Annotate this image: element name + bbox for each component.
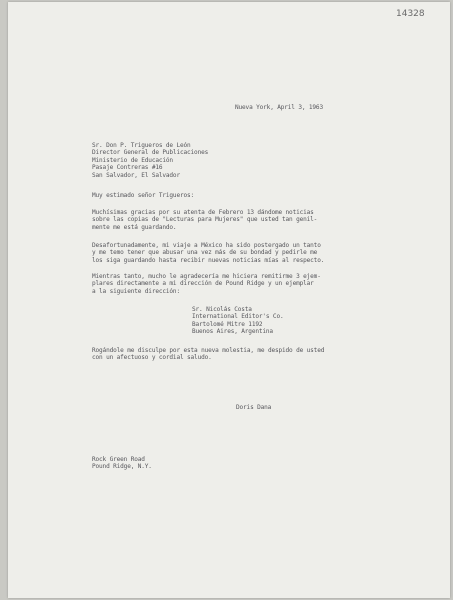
body-line: y me temo tener que abusar una vez más de su bondad y pedirle me — [92, 249, 318, 257]
body-line: mente me está guardando. — [92, 223, 177, 231]
return-address-line: Pound Ridge, N.Y. — [92, 463, 152, 471]
body-line: plares directamente a mi dirección de Pound Ridge y un ejemplar — [92, 280, 314, 288]
body-line: sobre las copias de "Lecturas para Mujeres" que usted tan genil- — [92, 216, 318, 224]
salutation: Muy estimado señor Trigueros: — [92, 192, 195, 199]
body-line: Muchísimas gracias por su atenta de Febrero 13 dándome noticias — [92, 209, 314, 216]
recipient-line: Pasaje Contreras #16 — [92, 164, 163, 172]
address-line: Bartolomé Mitre 1192 — [192, 320, 263, 328]
body-line: con un afectuoso y cordial saludo. — [92, 354, 212, 362]
body-line: a la siguiente dirección: — [92, 287, 180, 295]
body-line: los siga guardando hasta recibir nuevas noticias mías al respecto. — [92, 256, 325, 264]
recipient-line: San Salvador, El Salvador — [92, 171, 180, 179]
body-line: Mientras tanto, mucho le agradecería me hiciera remitirme 3 ejem- — [92, 273, 321, 280]
body-line: Desafortunadamente, mi viaje a México ha sido postergado un tanto — [92, 242, 321, 249]
address-line: International Editor's Co. — [192, 313, 284, 321]
letter-page — [8, 2, 450, 598]
recipient-line: Sr. Don P. Trigueros de León — [92, 142, 191, 149]
return-address-line: Rock Green Road — [92, 456, 145, 463]
recipient-line: Director General de Publicaciones — [92, 149, 209, 157]
recipient-line: Ministerio de Educación — [92, 156, 173, 164]
signature: Doris Dana — [236, 404, 272, 411]
body-line: Rogándole me disculpe por esta nueva molestia, me despido de usted — [92, 347, 325, 354]
dateline: Nueva York, April 3, 1963 — [235, 104, 323, 111]
archive-number: 14328 — [396, 9, 425, 19]
address-line: Buenos Aires, Argentina — [192, 328, 273, 336]
address-line: Sr. Nicolás Costa — [192, 306, 252, 313]
